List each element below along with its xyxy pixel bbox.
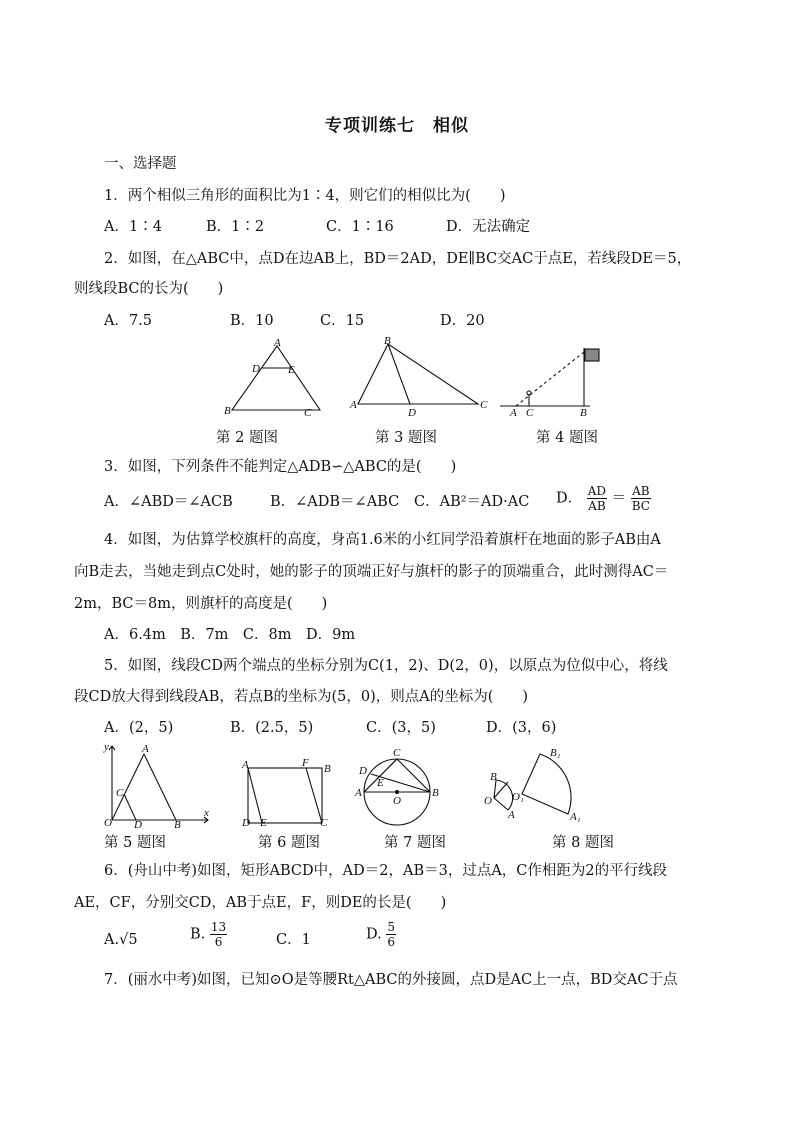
q3-option-b: B．∠ADB＝∠ABC	[270, 494, 400, 510]
q3-option-d-label: D．	[556, 490, 583, 507]
q3-option-d-eq: ＝	[611, 490, 627, 507]
q5-option-c: C．(3，5)	[366, 720, 436, 736]
svg-text:A: A	[355, 787, 362, 799]
figure-7-circle	[355, 744, 450, 829]
svg-text:E: E	[288, 364, 295, 376]
q2-stem-line1: 2．如图，在△ABC中，点D在边AB上，BD＝2AD，DE∥BC交AC于点E，若线段DE＝5，	[104, 251, 692, 267]
fig5-caption: 第 5 题图	[104, 835, 166, 851]
svg-text:A₁: A₁	[570, 811, 581, 823]
q1-option-a: A．1∶4	[104, 219, 162, 235]
figure-2-triangle	[222, 338, 332, 418]
q4-stem-line1: 4．如图，为估算学校旗杆的高度，身高1.6米的小红同学沿着旗杆在地面的影子AB由A	[104, 532, 661, 548]
svg-text:O: O	[484, 795, 492, 807]
svg-text:C: C	[304, 407, 312, 419]
fig4-caption: 第 4 题图	[536, 430, 598, 446]
q6-option-d	[366, 920, 396, 949]
fig6-caption: 第 6 题图	[258, 835, 320, 851]
q4-stem-line2: 向B走去，当她走到点C处时，她的影子的顶端正好与旗杆的影子的顶端重合，此时测得AC＝	[74, 564, 669, 580]
q6-option-d-label: D.	[366, 926, 382, 943]
svg-text:y: y	[104, 741, 109, 753]
q1-option-b: B．1∶2	[206, 219, 265, 235]
svg-text:B: B	[174, 819, 181, 831]
svg-text:E: E	[260, 817, 267, 829]
q6-option-b-label: B.	[190, 926, 206, 943]
q5-option-d: D．(3，6)	[486, 720, 557, 736]
q6b-num: 13	[210, 920, 227, 934]
figure-6-rectangle	[238, 754, 338, 829]
svg-text:B: B	[224, 405, 231, 417]
q4-stem-line3: 2m，BC＝8m，则旗杆的高度是( )	[74, 596, 328, 612]
q3-option-a: A．∠ABD＝∠ACB	[104, 494, 233, 510]
figure-3-triangle	[346, 334, 496, 419]
svg-text:C: C	[526, 407, 534, 419]
svg-text:O: O	[104, 817, 112, 829]
svg-text:A: A	[274, 337, 281, 349]
svg-text:D: D	[242, 817, 250, 829]
q6-option-a-label: A.	[104, 932, 120, 948]
q6-option-d-frac	[386, 920, 396, 949]
q5-option-b: B．(2.5，5)	[230, 720, 314, 736]
q2-option-a: A．7.5	[104, 313, 153, 329]
svg-text:A: A	[508, 809, 515, 821]
q2-option-b: B．10	[230, 313, 274, 329]
q6-stem-line2: AE，CF，分别交CD，AB于点E，F，则DE的长是( )	[74, 895, 447, 911]
q6-option-c: C．1	[276, 932, 311, 948]
frac1-den: AB	[588, 499, 606, 513]
q5-option-a: A．(2，5)	[104, 720, 174, 736]
q6d-den: 6	[387, 935, 395, 949]
fig3-caption: 第 3 题图	[375, 430, 437, 446]
figure-5-coordinate	[100, 741, 215, 831]
q6-option-b	[190, 920, 227, 949]
frac2-num: AB	[632, 484, 650, 498]
q3-option-d-frac2	[631, 484, 651, 513]
svg-text:D: D	[359, 765, 367, 777]
q6-option-a-value: √5	[119, 932, 138, 948]
svg-text:B: B	[580, 407, 587, 419]
q3-option-d-frac1	[587, 484, 607, 513]
svg-text:B: B	[324, 763, 331, 775]
q1-option-c: C．1∶16	[326, 219, 394, 235]
page-title: 专项训练七 相似	[325, 116, 469, 136]
q6-option-a	[104, 930, 138, 950]
q1-stem: 1．两个相似三角形的面积比为1∶4，则它们的相似比为( )	[104, 188, 506, 204]
svg-text:C: C	[393, 747, 401, 759]
svg-text:A: A	[350, 399, 357, 411]
figure-8-sectors	[478, 744, 598, 824]
svg-text:E: E	[377, 777, 384, 789]
q6d-num: 5	[387, 920, 395, 934]
figure-4-flagpole	[500, 344, 620, 419]
q2-option-c: C．15	[320, 313, 365, 329]
fig2-caption: 第 2 题图	[216, 430, 278, 446]
q1-option-d: D．无法确定	[446, 219, 531, 235]
q2-stem-line2: 则线段BC的长为( )	[74, 281, 224, 297]
svg-text:D: D	[408, 407, 416, 419]
svg-text:C: C	[320, 817, 328, 829]
q6b-den: 6	[214, 935, 223, 949]
svg-text:O: O	[393, 795, 401, 807]
frac2-den: BC	[631, 499, 650, 513]
svg-text:B: B	[384, 335, 391, 347]
svg-text:D: D	[252, 363, 260, 375]
q5-stem-line1: 5．如图，线段CD两个端点的坐标分别为C(1，2)、D(2，0)，以原点为位似中心，将线	[104, 658, 668, 674]
svg-text:A: A	[142, 743, 149, 755]
svg-text:F: F	[302, 757, 309, 769]
q5-stem-line2: 段CD放大得到线段AB，若点B的坐标为(5，0)，则点A的坐标为( )	[74, 689, 529, 705]
svg-text:C: C	[116, 787, 124, 799]
q6-stem-line1: 6．(舟山中考)如图，矩形ABCD中，AD＝2，AB＝3，过点A，C作相距为2的平行线段	[104, 863, 668, 879]
q4-options: A．6.4m B．7m C．8m D．9m	[104, 627, 356, 643]
svg-text:x: x	[204, 807, 209, 819]
q7-stem: 7．(丽水中考)如图，已知⊙O是等腰Rt△ABC的外接圆，点D是AC上一点，BD交AC于点	[104, 972, 678, 988]
svg-text:B: B	[432, 787, 439, 799]
fig8-caption: 第 8 题图	[552, 835, 614, 851]
frac1-num: AD	[587, 484, 607, 498]
svg-text:B: B	[490, 771, 497, 783]
fig7-caption: 第 7 题图	[384, 835, 446, 851]
svg-text:A: A	[510, 407, 517, 419]
svg-text:C: C	[480, 399, 488, 411]
q2-option-d: D．20	[440, 313, 485, 329]
q3-option-c: C．AB²＝AD·AC	[414, 494, 530, 510]
q3-option-d	[556, 484, 651, 513]
svg-text:B₁: B₁	[550, 747, 561, 759]
q6-option-b-frac	[210, 920, 227, 949]
q3-stem: 3．如图，下列条件不能判定△ADB∽△ABC的是( )	[104, 459, 457, 475]
section-heading: 一、选择题	[104, 156, 177, 172]
svg-text:A: A	[242, 759, 249, 771]
svg-text:D: D	[134, 819, 142, 831]
svg-text:O₁: O₁	[512, 791, 524, 803]
